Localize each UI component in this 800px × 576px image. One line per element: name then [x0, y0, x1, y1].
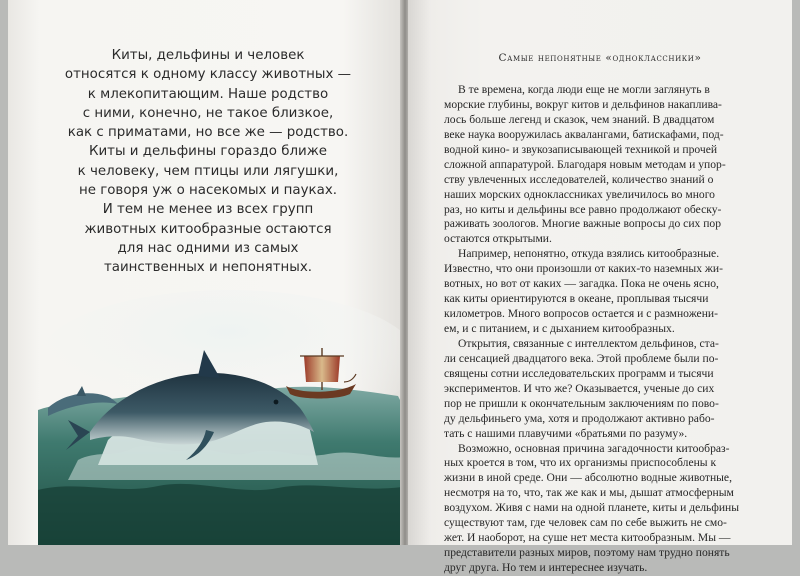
text-line: В те времена, когда люди еще не могли заглянуть в	[458, 83, 710, 96]
intro-line: с ними, конечно, не такое близкое,	[82, 105, 334, 121]
chapter-title: Самые непонятные «одноклассники»	[498, 52, 702, 64]
text-line: лось больше легенд и сказок, чем знаний. В двадцатом	[444, 112, 715, 126]
text-line: ных кроется в том, что их организмы приспособлены к	[444, 456, 717, 470]
text-line: Известно, что они произошли от каких-то наземных жи-	[444, 262, 723, 276]
text-line: ем, и с питанием, и с дыханием китообразных.	[444, 322, 675, 335]
text-line: тать с нашими плавучими «братьями по разуму».	[444, 426, 688, 440]
text-line: существуют там, где человек сам по себе выжить не смо-	[444, 516, 727, 530]
intro-line: как с приматами, но все же — родство.	[67, 125, 349, 141]
text-line: веке наука вооружилась аквалангами, батискафами, под-	[444, 127, 724, 141]
intro-line: таинственных и непонятных.	[103, 260, 313, 276]
text-line: водной кино- и звукозаписывающей техникой и прочей	[444, 142, 718, 156]
text-line: экспериментов. И что же? Оказывается, ученые до сих	[444, 381, 715, 395]
intro-line: относятся к одному классу животных —	[64, 67, 352, 83]
text-line: жизни в иной среде. Они — абсолютно водные животные,	[444, 471, 732, 485]
intro-line: к млекопитающим. Наше родство	[87, 86, 329, 102]
wave-dark	[38, 484, 410, 545]
text-line: Возможно, основная причина загадочности китообраз-	[458, 441, 730, 455]
text-line: ству увлеченных исследователей, количество знаний о	[444, 172, 714, 186]
intro-line: Киты и дельфины гораздо ближе	[88, 144, 328, 160]
intro-line: И тем не менее из всех групп	[102, 202, 314, 218]
text-line: раз, но киты и дельфины все равно продолжают обеску-	[444, 202, 722, 216]
intro-line: животных китообразные остаются	[84, 221, 332, 237]
text-line: жет. И наоборот, на суше нет места китообразным. Мы —	[444, 531, 731, 545]
text-line: представители разных миров, поэтому нам трудно понять	[444, 546, 730, 560]
text-line: ду дельфиньего ума, хотя и продолжают активно рабо-	[444, 411, 715, 425]
text-line: ли сенсацией двадцатого века. Этой проблеме были по-	[444, 351, 719, 365]
text-line: километров. Много вопросов остается и с размножени-	[444, 307, 718, 321]
left-page	[8, 0, 402, 545]
intro-line: не говоря уж о насекомых и пауках.	[78, 183, 338, 199]
text-line: остаются открытыми.	[444, 232, 552, 246]
text-line: пор не пришли к окончательным заключениям по пово-	[444, 396, 719, 410]
text-line: Например, непонятно, откуда взялись китообразные.	[458, 247, 720, 261]
intro-line: для нас одними из самых	[117, 240, 299, 256]
text-line: раживать зоологов. Многие важные вопросы до сих пор	[444, 217, 722, 231]
intro-text	[48, 46, 368, 278]
text-line: Открытия, связанные с интеллектом дельфинов, ста-	[458, 336, 719, 350]
intro-line: Киты, дельфины и человек	[111, 48, 305, 63]
text-line: сложной аппаратурой. Благодаря новым методам и упор-	[444, 157, 726, 171]
dolphin-sea-illustration	[38, 290, 410, 545]
text-line: воздухом. Живя с нами на одной планете, киты и дельфины	[444, 501, 740, 515]
text-line: вотных, но вот от каких — загадка. Пока не очень ясно,	[444, 277, 719, 291]
text-line: как киты ориентируются в океане, проплывая тысячи	[444, 292, 709, 306]
body-text	[444, 83, 770, 576]
text-line: наших морских одноклассниках увеличилось во много	[444, 187, 715, 201]
text-line: несмотря на то, что, так же как и мы, дышат атмосферным	[444, 486, 734, 500]
text-line: друг друга. Но тем и интереснее изучать.	[444, 561, 648, 574]
right-page	[408, 0, 792, 574]
intro-line: к человеку, чем птицы или лягушки,	[77, 163, 339, 179]
text-line: священы сотни исследовательских программ и тысячи	[444, 366, 714, 380]
text-line: морские глубины, вокруг китов и дельфинов накаплива-	[444, 97, 722, 111]
